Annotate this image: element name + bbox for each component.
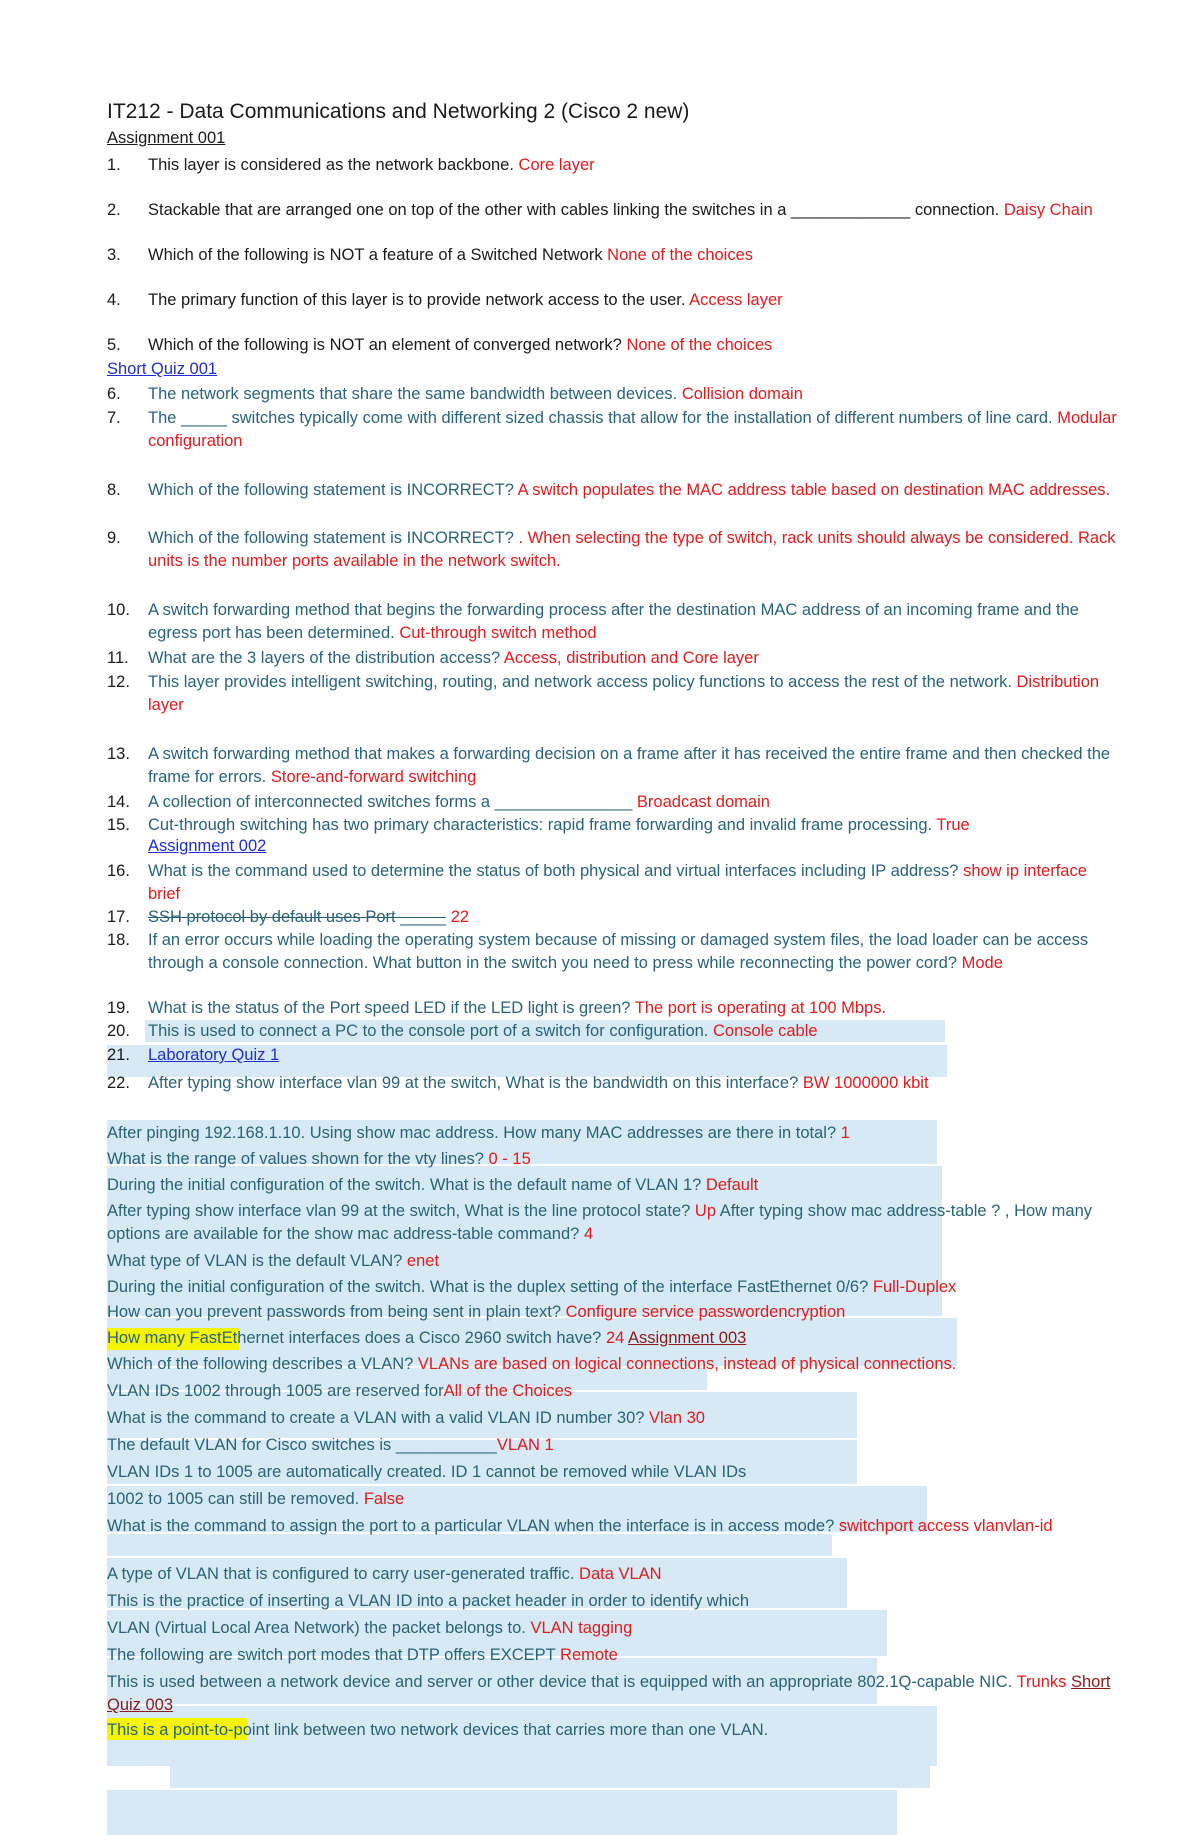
list-item: 17. SSH protocol by default uses Port _____ 22 bbox=[107, 908, 470, 926]
list-item: 2. Stackable that are arranged one on top of the other with cables linking the switches in a _____________ connection. Daisy Chain bbox=[107, 201, 1093, 219]
qa-line: The following are switch port modes that DTP offers EXCEPT Remote bbox=[107, 1646, 618, 1664]
list-item: 18. If an error occurs while loading the operating system because of missing or damaged system files, the load loader can be access through a console connection. What button in the switch you need to press while reconnecting the power cord? Mode bbox=[107, 931, 1089, 972]
qa-line: VLAN IDs 1002 through 1005 are reserved forAll of the Choices bbox=[107, 1382, 573, 1400]
highlight-shade bbox=[170, 1766, 930, 1788]
section-short-quiz-001[interactable]: Short Quiz 001 bbox=[107, 360, 218, 378]
qa-line: Which of the following describes a VLAN? VLANs are based on logical connections, instead of physical connections. bbox=[107, 1355, 957, 1373]
list-item: 8. Which of the following statement is INCORRECT? A switch populates the MAC address table based on destination MAC addresses. bbox=[107, 481, 1111, 499]
list-item: 5. Which of the following is NOT an element of converged network? None of the choices bbox=[107, 336, 773, 354]
list-item: 3. Which of the following is NOT a feature of a Switched Network None of the choices bbox=[107, 246, 754, 264]
qa-line: During the initial configuration of the switch. What is the default name of VLAN 1? Default bbox=[107, 1176, 759, 1194]
qa-line: After pinging 192.168.1.10. Using show mac address. How many MAC addresses are there in total? 1 bbox=[107, 1124, 850, 1142]
qa-line: What is the command to assign the port to a particular VLAN when the interface is in access mode? switchport access vlanvlan-id bbox=[107, 1517, 1053, 1535]
list-item: 16. What is the command used to determine the status of both physical and virtual interfaces including IP address? show ip interface brief bbox=[107, 862, 1087, 903]
section-assignment-003[interactable]: Assignment 003 bbox=[627, 1329, 747, 1347]
qa-line: A type of VLAN that is configured to carry user-generated traffic. Data VLAN bbox=[107, 1565, 662, 1583]
qa-line: After typing show interface vlan 99 at the switch, What is the line protocol state? Up After typing show mac address-table ? , How many options are available for the show mac address-table command? 4 bbox=[107, 1202, 1093, 1243]
qa-line: What is the range of values shown for the vty lines? 0 - 15 bbox=[107, 1150, 531, 1168]
highlight-shade bbox=[107, 1790, 897, 1835]
list-item: 15. Cut-through switching has two primary characteristics: rapid frame forwarding and invalid frame processing. True bbox=[107, 816, 970, 834]
list-item: 14. A collection of interconnected switches forms a _______________ Broadcast domain bbox=[107, 793, 770, 811]
list-item: 4. The primary function of this layer is to provide network access to the user. Access layer bbox=[107, 291, 783, 309]
list-item: 9. Which of the following statement is INCORRECT? . When selecting the type of switch, rack units should always be considered. Rack units is the number ports available in the network switch. bbox=[107, 529, 1116, 570]
qa-line: During the initial configuration of the switch. What is the duplex setting of the interface FastEthernet 0/6? Full-Duplex bbox=[107, 1278, 957, 1296]
list-item: 6. The network segments that share the same bandwidth between devices. Collision domain bbox=[107, 385, 803, 403]
qa-line: VLAN IDs 1 to 1005 are automatically created. ID 1 cannot be removed while VLAN IDs bbox=[107, 1463, 747, 1481]
list-item: 1. This layer is considered as the network backbone. Core layer bbox=[107, 156, 595, 174]
qa-line: This is a point-to-point link between two network devices that carries more than one VLAN. bbox=[107, 1721, 769, 1739]
list-item: 20. This is used to connect a PC to the console port of a switch for configuration. Console cable bbox=[107, 1022, 818, 1040]
list-item: 10. A switch forwarding method that begins the forwarding process after the destination MAC address of an incoming frame and the egress port has been determined. Cut-through switch method bbox=[107, 601, 1079, 642]
section-laboratory-quiz-1[interactable]: Laboratory Quiz 1 bbox=[148, 1046, 280, 1064]
list-item: 13. A switch forwarding method that makes a forwarding decision on a frame after it has received the entire frame and then checked the frame for errors. Store-and-forward switching bbox=[107, 745, 1111, 786]
qa-line: How can you prevent passwords from being sent in plain text? Configure service passwordencryption bbox=[107, 1303, 846, 1321]
list-item: 12. This layer provides intelligent switching, routing, and network access policy functions to access the rest of the network. Distribution layer bbox=[107, 673, 1100, 714]
qa-line: This is used between a network device and server or other device that is equipped with an appropriate 802.1Q-capable NIC. Trunks Short Quiz 003 bbox=[107, 1673, 1111, 1714]
qa-line: What is the command to create a VLAN with a valid VLAN ID number 30? Vlan 30 bbox=[107, 1409, 705, 1427]
highlight-shade bbox=[107, 1744, 937, 1766]
qa-line: VLAN (Virtual Local Area Network) the packet belongs to. VLAN tagging bbox=[107, 1619, 633, 1637]
list-item: 19. What is the status of the Port speed LED if the LED light is green? The port is operating at 100 Mbps. bbox=[107, 999, 887, 1017]
list-item: 22. After typing show interface vlan 99 at the switch, What is the bandwidth on this interface? BW 1000000 kbit bbox=[107, 1074, 929, 1092]
list-item: 11. What are the 3 layers of the distribution access? Access, distribution and Core layer bbox=[107, 649, 759, 667]
qa-line: The default VLAN for Cisco switches is ___________VLAN 1 bbox=[107, 1436, 554, 1454]
qa-line: 1002 to 1005 can still be removed. False bbox=[107, 1490, 405, 1508]
page-title: IT212 - Data Communications and Networking 2 (Cisco 2 new) bbox=[107, 100, 690, 123]
section-short-quiz-003[interactable]: Short Quiz 003 bbox=[107, 1673, 1111, 1714]
qa-line: What type of VLAN is the default VLAN? enet bbox=[107, 1252, 440, 1270]
list-item: 7. The _____ switches typically come with different sized chassis that allow for the installation of different numbers of line card. Modular configuration bbox=[107, 409, 1117, 450]
qa-line: How many FastEthernet interfaces does a Cisco 2960 switch have? 24 Assignment 003 bbox=[107, 1329, 747, 1347]
section-assignment-002[interactable]: Assignment 002 bbox=[148, 837, 267, 855]
qa-line: This is the practice of inserting a VLAN ID into a packet header in order to identify which bbox=[107, 1592, 749, 1610]
list-item: 21. Laboratory Quiz 1 bbox=[107, 1046, 280, 1064]
section-assignment-001: Assignment 001 bbox=[107, 129, 226, 147]
